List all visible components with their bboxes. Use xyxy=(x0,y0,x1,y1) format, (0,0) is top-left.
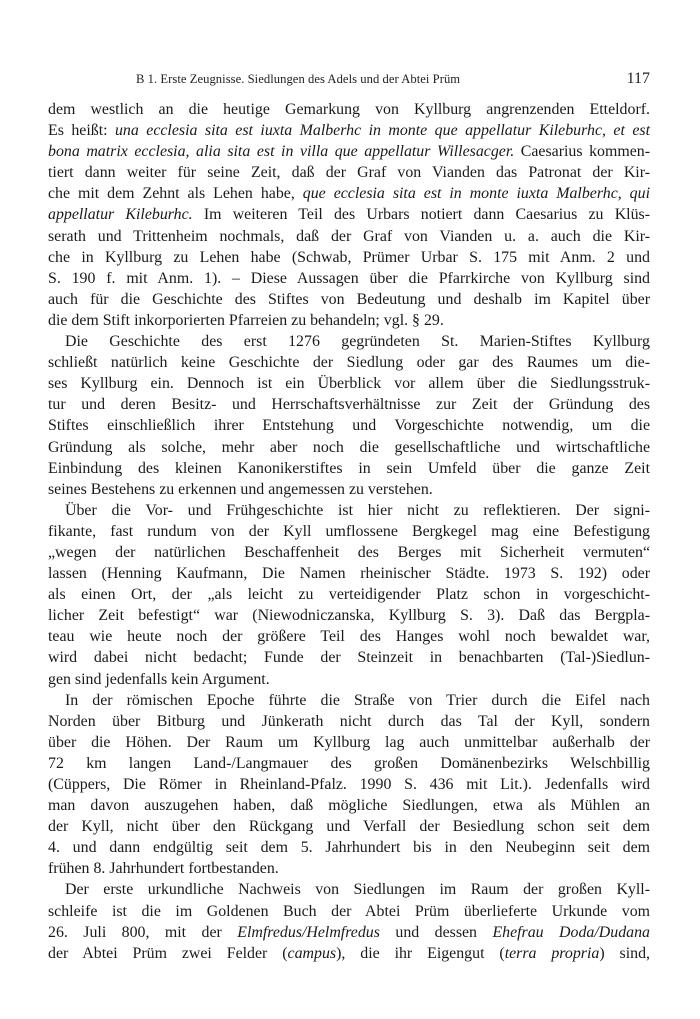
text-line xyxy=(48,858,650,879)
text-run: man davon auszugehen haben, daß mögliche Siedlungen, etwa als Mühlen an xyxy=(48,797,650,815)
text-line xyxy=(48,647,650,668)
page-number: 117 xyxy=(626,70,650,87)
text-run: über die Höhen. Der Raum um Kyllburg lag auch unmittelbar außerhalb der xyxy=(48,733,650,751)
text-line xyxy=(48,542,650,563)
running-head: B 1. Erste Zeugnisse. Siedlungen des Adels und der Abtei Prüm xyxy=(136,72,461,86)
text-run: licher Zeit befestigt“ war (Niewodniczanska, Kyllburg S. 3). Daß das Bergpla- xyxy=(48,607,650,625)
text-run: Stiftes einschließlich ihrer Entstehung und Vorgeschichte notwendig, um die xyxy=(48,417,650,435)
text-run: (Cüppers, Die Römer in Rheinland-Pfalz. 1990 S. 436 mit Lit.). Jedenfalls wird xyxy=(48,776,650,793)
italic-quote: Ehefrau Doda/Dudana xyxy=(492,923,650,941)
text-run: che in Kyllburg zu Lehen habe (Schwab, Prümer Urbar S. 175 mit Anm. 2 und xyxy=(48,248,650,266)
text-line xyxy=(48,373,650,394)
paragraph xyxy=(48,879,650,963)
body-text xyxy=(48,99,650,964)
text-run: gen sind jedenfalls kein Argument. xyxy=(48,670,270,688)
text-run: 72 km langen Land-/Langmauer des großen Domänenbezirks Welschbillig xyxy=(48,754,650,772)
text-run: auch für die Geschichte des Stiftes von Bedeutung und deshalb im Kapitel über xyxy=(48,290,650,308)
text-run: che mit dem Zehnt als Lehen habe, xyxy=(48,185,303,203)
text-run: die dem Stift inkorporierten Pfarreien zu behandeln; vgl. § 29. xyxy=(48,311,444,329)
text-line xyxy=(48,479,650,500)
italic-quote: una ecclesia sita est iuxta Malberhc in monte que appellatur Kileburhc, et est xyxy=(114,122,650,140)
text-line xyxy=(48,394,650,415)
text-run: In der römischen Epoche führte die Straße von Trier durch die Eifel nach xyxy=(65,691,650,709)
text-line xyxy=(48,226,650,247)
text-line xyxy=(48,141,650,162)
text-line xyxy=(48,711,650,732)
text-run: der Abtei Prüm zwei Felder ( xyxy=(48,944,288,962)
text-run: Im weiteren Teil des Urbars notiert dann Caesarius zu Klüs- xyxy=(192,206,651,224)
text-line xyxy=(48,415,650,436)
paragraph xyxy=(48,690,650,880)
text-run: „wegen der natürlichen Beschaffenheit des Berges mit Sicherheit vermuten“ xyxy=(48,543,650,561)
text-run: serath und Trittenheim nochmals, daß der Graf von Vianden u. a. auch die Kir- xyxy=(48,227,650,245)
text-run: Es heißt: xyxy=(48,122,115,140)
text-run: Die Geschichte des erst 1276 gegründeten St. Marien-Stiftes Kyllburg xyxy=(65,333,650,351)
text-line xyxy=(48,458,650,479)
text-line xyxy=(48,753,650,774)
text-run: seines Bestehens zu erkennen und angemessen zu verstehen. xyxy=(48,480,433,498)
text-run: S. 190 f. mit Anm. 1). – Diese Aussagen über die Pfarrkirche von Kyllburg sind xyxy=(48,269,650,287)
text-line xyxy=(48,584,650,605)
text-run: frühen 8. Jahrhundert fortbestanden. xyxy=(48,860,279,878)
text-line xyxy=(48,922,650,943)
text-run: Einbindung des kleinen Kanonikerstiftes in sein Umfeld über die ganze Zeit xyxy=(48,459,650,477)
text-line xyxy=(48,837,650,858)
text-run: lassen (Henning Kaufmann, Die Namen rheinischer Städte. 1973 S. 192) oder xyxy=(48,565,650,583)
text-run: ses Kyllburg ein. Dennoch ist ein Überblick vor allem über die Siedlungsstruk- xyxy=(48,375,650,393)
text-line xyxy=(48,120,650,141)
text-run: tiert dann weiter für seine Zeit, daß der Graf von Vianden das Patronat der Kir- xyxy=(48,164,650,182)
text-line xyxy=(48,99,650,120)
text-run: als einen Ort, der „als leicht zu verteidigender Platz schon in vorgeschicht- xyxy=(48,586,650,604)
text-run: und dessen xyxy=(379,923,493,941)
text-line xyxy=(48,901,650,922)
text-line xyxy=(48,268,650,289)
text-run: Norden über Bitburg und Jünkerath nicht durch das Tal der Kyll, sondern xyxy=(48,712,650,730)
text-line xyxy=(48,774,650,795)
text-line xyxy=(48,563,650,584)
italic-quote: que ecclesia sita est in monte iuxta Malberhc, qui xyxy=(302,185,650,203)
text-line xyxy=(48,310,650,331)
text-run: teau wie heute noch der größere Teil des Hanges wohl noch bewaldet war, xyxy=(48,628,650,646)
text-line xyxy=(48,943,650,964)
text-run: 26. Juli 800, mit der xyxy=(48,923,238,941)
italic-quote: terra propria xyxy=(504,944,600,962)
page-header xyxy=(48,70,650,92)
text-run: schließt natürlich keine Geschichte der Siedlung oder gar des Raumes um die- xyxy=(48,354,650,372)
text-run: ) sind, xyxy=(599,944,650,962)
italic-quote: bona matrix ecclesia, alia sita est in villa que appellatur Willesacger. xyxy=(48,143,515,161)
text-line xyxy=(48,289,650,310)
text-run: 4. und dann endgültig seit dem 5. Jahrhundert bis in den Neubeginn seit dem xyxy=(48,839,650,857)
text-line xyxy=(48,669,650,690)
text-line xyxy=(48,162,650,183)
text-line xyxy=(48,352,650,373)
text-line xyxy=(48,183,650,204)
text-line xyxy=(48,605,650,626)
text-run: Der erste urkundliche Nachweis von Siedlungen im Raum der großen Kyll- xyxy=(65,881,650,899)
text-run: dem westlich an die heutige Gemarkung von Kyllburg angrenzenden Etteldorf. xyxy=(48,101,650,118)
text-run: tur und deren Besitz- und Herrschaftsverhältnisse zur Zeit der Gründung des xyxy=(48,396,650,414)
text-run: ), die ihr Eigengut ( xyxy=(336,944,505,962)
text-line xyxy=(48,247,650,268)
text-run: Gründung als solche, mehr aber noch die gesellschaftliche und wirtschaftliche xyxy=(48,438,650,456)
text-line xyxy=(48,204,650,225)
text-line xyxy=(48,816,650,837)
text-run: wird dabei nicht bedacht; Funde der Steinzeit in benachbarten (Tal-)Siedlun- xyxy=(48,649,650,667)
text-run: Caesarius kommen- xyxy=(514,143,650,161)
italic-quote: Elmfredus/Helmfredus xyxy=(237,923,380,941)
text-line xyxy=(48,437,650,458)
text-run: fikante, fast rundum von der Kyll umflossene Bergkegel mag eine Befestigung xyxy=(48,522,650,540)
text-line xyxy=(48,331,650,352)
italic-quote: campus xyxy=(287,944,337,962)
text-run: der Kyll, nicht über den Rückgang und Verfall der Besiedlung schon seit dem xyxy=(48,818,650,836)
italic-quote: appellatur Kileburhc. xyxy=(48,206,193,224)
paragraph xyxy=(48,331,650,500)
text-run: Über die Vor- und Frühgeschichte ist hier nicht zu reflektieren. Der signi- xyxy=(65,501,650,519)
paragraph xyxy=(48,99,650,331)
text-line xyxy=(48,626,650,647)
text-line xyxy=(48,521,650,542)
text-run: schleife ist die im Goldenen Buch der Abtei Prüm überlieferte Urkunde vom xyxy=(48,902,650,920)
text-line xyxy=(48,879,650,900)
text-line xyxy=(48,690,650,711)
text-line xyxy=(48,500,650,521)
text-line xyxy=(48,795,650,816)
text-line xyxy=(48,732,650,753)
paragraph xyxy=(48,500,650,690)
